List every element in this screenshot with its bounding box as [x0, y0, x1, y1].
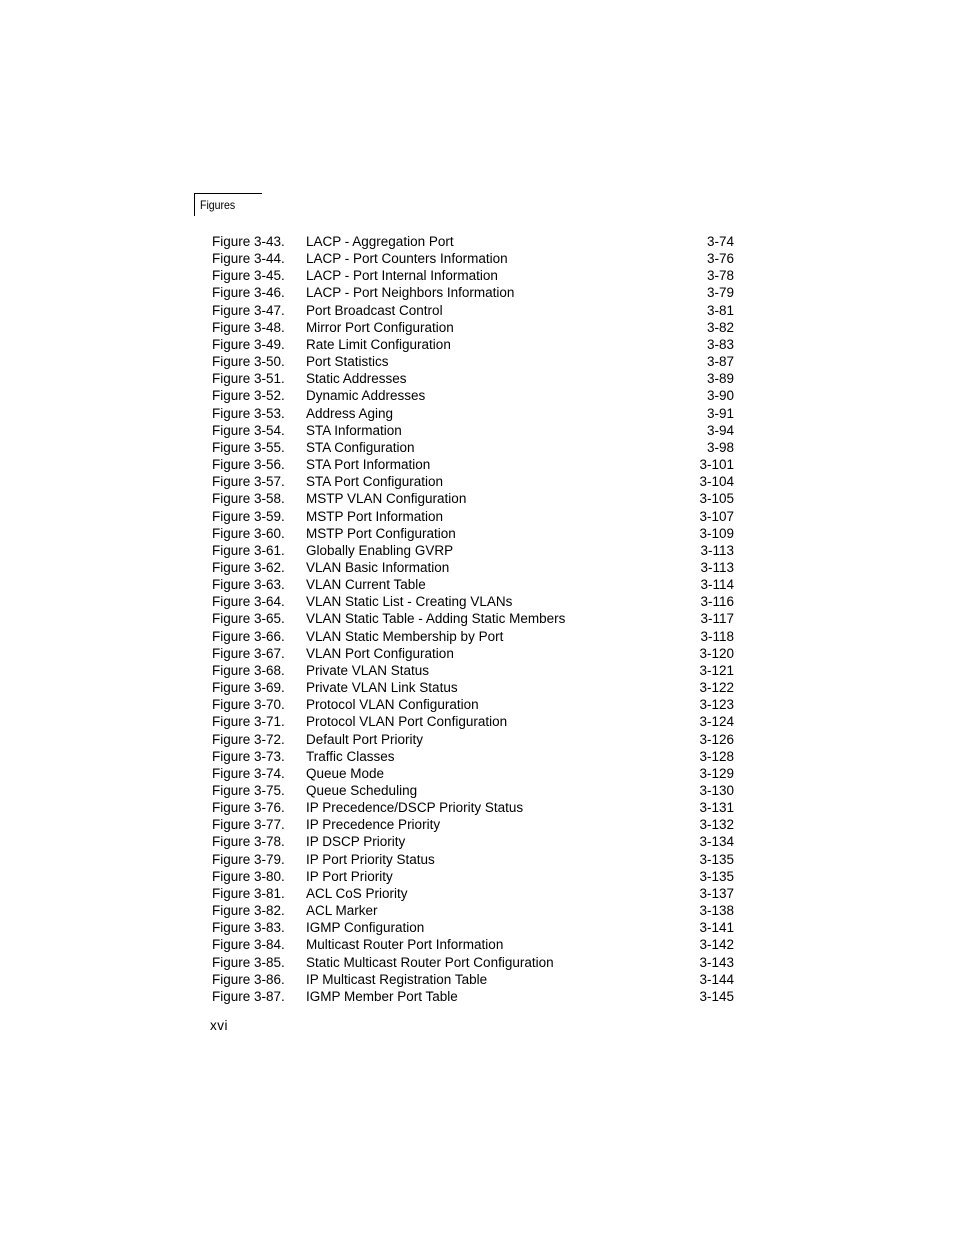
figure-list-row[interactable] [212, 645, 734, 662]
figure-list-row[interactable] [212, 610, 734, 627]
figure-list-row[interactable] [212, 336, 734, 353]
figure-number: Figure 3-84. [212, 937, 285, 953]
figure-list-row[interactable] [212, 628, 734, 645]
figure-list-row[interactable] [212, 387, 734, 404]
figure-number: Figure 3-53. [212, 405, 285, 421]
figure-number: Figure 3-58. [212, 491, 285, 507]
figure-title: Queue Scheduling [306, 783, 418, 798]
figure-title: VLAN Static List - Creating VLANs [306, 594, 513, 610]
figure-list-row[interactable] [212, 765, 734, 782]
figure-list-row[interactable] [212, 816, 734, 833]
figure-title: Private VLAN Status [306, 662, 430, 678]
figure-title: LACP - Port Neighbors Information [306, 285, 515, 301]
figure-number: Figure 3-45. [212, 268, 285, 284]
figure-number: Figure 3-82. [212, 903, 285, 919]
figure-list-row[interactable] [212, 868, 734, 885]
figure-page-ref: 3-81 [706, 302, 734, 318]
figure-title: Port Broadcast Control [306, 302, 443, 318]
figure-number: Figure 3-43. [212, 234, 285, 249]
figure-list-row[interactable] [212, 405, 734, 422]
figure-title: VLAN Static Table - Adding Static Members [306, 611, 566, 627]
figure-number: Figure 3-51. [212, 371, 285, 387]
figure-list-row[interactable] [212, 284, 734, 301]
figure-page-ref: 3-129 [699, 765, 734, 781]
figure-list-row[interactable] [212, 353, 734, 370]
figure-page-ref: 3-134 [699, 834, 734, 850]
figure-page-ref: 3-142 [699, 937, 734, 953]
figure-number: Figure 3-48. [212, 319, 285, 335]
figure-page-ref: 3-130 [699, 783, 734, 798]
figure-title: IP DSCP Priority [306, 834, 406, 850]
figure-page-ref: 3-131 [699, 800, 734, 816]
figure-number: Figure 3-59. [212, 508, 285, 524]
figure-list-row[interactable] [212, 799, 734, 816]
figure-number: Figure 3-69. [212, 680, 285, 696]
figure-title: IGMP Member Port Table [306, 988, 458, 1004]
figure-number: Figure 3-44. [212, 251, 285, 267]
figure-title: STA Port Configuration [306, 474, 444, 490]
figure-number: Figure 3-65. [212, 611, 285, 627]
figure-number: Figure 3-85. [212, 954, 285, 970]
figure-page-ref: 3-76 [706, 251, 734, 267]
figure-page-ref: 3-135 [699, 868, 734, 884]
figure-page-ref: 3-79 [706, 285, 734, 301]
figure-list-row[interactable] [212, 490, 734, 507]
figure-title: IGMP Configuration [306, 920, 425, 936]
figure-page-ref: 3-91 [706, 405, 734, 421]
figure-page-ref: 3-98 [706, 439, 734, 455]
figure-list-row[interactable] [212, 954, 734, 971]
figure-list-row[interactable] [212, 370, 734, 387]
figure-title: LACP - Aggregation Port [306, 234, 454, 249]
figure-title: MSTP Port Configuration [306, 525, 456, 541]
figure-page-ref: 3-94 [706, 422, 734, 438]
figure-title: IP Precedence Priority [306, 817, 441, 833]
figure-list [212, 233, 734, 1005]
figure-list-row[interactable] [212, 902, 734, 919]
figure-list-row[interactable] [212, 542, 734, 559]
figure-list-row[interactable] [212, 559, 734, 576]
figure-page-ref: 3-124 [699, 714, 734, 730]
figure-number: Figure 3-67. [212, 645, 285, 661]
figure-number: Figure 3-73. [212, 748, 285, 764]
figure-number: Figure 3-76. [212, 800, 285, 816]
figure-number: Figure 3-72. [212, 731, 285, 747]
figure-page-ref: 3-126 [699, 731, 734, 747]
figure-title: Rate Limit Configuration [306, 336, 451, 352]
figure-title: IP Port Priority [306, 868, 393, 884]
figure-title: IP Precedence/DSCP Priority Status [306, 800, 524, 816]
figure-list-row[interactable] [212, 233, 734, 250]
figure-list-row[interactable] [212, 713, 734, 730]
figure-title: VLAN Basic Information [306, 559, 450, 575]
figure-number: Figure 3-86. [212, 971, 285, 987]
figure-title: Mirror Port Configuration [306, 319, 454, 335]
figure-number: Figure 3-46. [212, 285, 285, 301]
figure-title: Queue Mode [306, 765, 385, 781]
figure-title: Port Statistics [306, 354, 389, 370]
figure-number: Figure 3-52. [212, 388, 285, 404]
figure-list-row[interactable] [212, 696, 734, 713]
figure-page-ref: 3-101 [699, 457, 734, 473]
figure-list-row[interactable] [212, 731, 734, 748]
figure-page-ref: 3-144 [699, 971, 734, 987]
figure-title: IP Port Priority Status [306, 851, 435, 867]
figure-list-row[interactable] [212, 525, 734, 542]
figure-title: MSTP VLAN Configuration [306, 491, 467, 507]
figure-page-ref: 3-113 [700, 559, 734, 575]
figure-title: VLAN Static Membership by Port [306, 628, 504, 644]
figure-page-ref: 3-83 [706, 336, 734, 352]
figure-page-ref: 3-117 [700, 611, 734, 627]
figure-number: Figure 3-54. [212, 422, 285, 438]
figure-page-ref: 3-141 [699, 920, 734, 936]
figure-list-row[interactable] [212, 508, 734, 525]
figure-list-row[interactable] [212, 319, 734, 336]
figure-list-row[interactable] [212, 456, 734, 473]
figure-number: Figure 3-66. [212, 628, 285, 644]
figure-number: Figure 3-77. [212, 817, 285, 833]
figure-title: Protocol VLAN Port Configuration [306, 714, 508, 730]
figure-list-row[interactable] [212, 302, 734, 319]
section-header-tab [194, 193, 262, 216]
figure-number: Figure 3-49. [212, 336, 285, 352]
figure-page-ref: 3-78 [706, 268, 734, 284]
figure-list-row[interactable] [212, 439, 734, 456]
figure-number: Figure 3-78. [212, 834, 285, 850]
figure-number: Figure 3-74. [212, 765, 285, 781]
figure-number: Figure 3-75. [212, 783, 285, 798]
figure-number: Figure 3-64. [212, 594, 285, 610]
figure-title: ACL CoS Priority [306, 885, 408, 901]
figure-list-row[interactable] [212, 936, 734, 953]
figure-page-ref: 3-107 [699, 508, 734, 524]
figure-number: Figure 3-63. [212, 577, 285, 593]
figure-list-row[interactable] [212, 988, 734, 1005]
figure-page-ref: 3-118 [700, 628, 734, 644]
figure-list-row[interactable] [212, 679, 734, 696]
figure-list-row[interactable] [212, 576, 734, 593]
figure-page-ref: 3-120 [699, 645, 734, 661]
figure-title: VLAN Port Configuration [306, 645, 454, 661]
figure-list-row[interactable] [212, 885, 734, 902]
figure-number: Figure 3-80. [212, 868, 285, 884]
figure-number: Figure 3-56. [212, 457, 285, 473]
figure-page-ref: 3-121 [699, 662, 734, 678]
figure-title: MSTP Port Information [306, 508, 444, 524]
figure-page-ref: 3-137 [699, 885, 734, 901]
figure-title: Static Addresses [306, 371, 407, 387]
page-number: xvi [210, 1018, 228, 1033]
figure-page-ref: 3-104 [699, 474, 734, 490]
figure-number: Figure 3-68. [212, 662, 285, 678]
figure-title: Private VLAN Link Status [306, 680, 458, 696]
figure-title: Dynamic Addresses [306, 388, 426, 404]
figure-title: Protocol VLAN Configuration [306, 697, 479, 713]
figure-list-row[interactable] [212, 919, 734, 936]
figure-title: Address Aging [306, 405, 394, 421]
figure-page-ref: 3-135 [699, 851, 734, 867]
figure-page-ref: 3-82 [706, 319, 734, 335]
figure-page-ref: 3-132 [699, 817, 734, 833]
figure-number: Figure 3-55. [212, 439, 285, 455]
figure-page-ref: 3-138 [699, 903, 734, 919]
figure-number: Figure 3-81. [212, 885, 285, 901]
figure-page-ref: 3-74 [706, 234, 734, 249]
figure-number: Figure 3-57. [212, 474, 285, 490]
figure-title: Traffic Classes [306, 748, 395, 764]
figure-title: STA Configuration [306, 439, 415, 455]
figure-page-ref: 3-109 [699, 525, 734, 541]
figure-page-ref: 3-123 [699, 697, 734, 713]
figure-title: VLAN Current Table [306, 577, 426, 593]
figure-page-ref: 3-114 [700, 577, 734, 593]
figure-number: Figure 3-70. [212, 697, 285, 713]
figure-list-row[interactable] [212, 250, 734, 267]
figure-title: STA Port Information [306, 457, 431, 473]
figure-title: Default Port Priority [306, 731, 424, 747]
figure-list-row[interactable] [212, 473, 734, 490]
figure-number: Figure 3-87. [212, 988, 285, 1004]
figure-number: Figure 3-61. [212, 542, 285, 558]
figure-number: Figure 3-47. [212, 302, 285, 318]
section-header-label: Figures [200, 198, 236, 212]
figure-list-row[interactable] [212, 748, 734, 765]
figure-page-ref: 3-105 [699, 491, 734, 507]
figure-number: Figure 3-79. [212, 851, 285, 867]
figure-page-ref: 3-122 [699, 680, 734, 696]
figure-title: IP Multicast Registration Table [306, 971, 488, 987]
figure-page-ref: 3-128 [699, 748, 734, 764]
figure-number: Figure 3-83. [212, 920, 285, 936]
figure-number: Figure 3-60. [212, 525, 285, 541]
figure-title: Globally Enabling GVRP [306, 542, 454, 558]
figure-page-ref: 3-143 [699, 954, 734, 970]
figure-page-ref: 3-145 [699, 988, 734, 1004]
figure-page-ref: 3-113 [700, 542, 734, 558]
figure-page-ref: 3-89 [706, 371, 734, 387]
figure-page-ref: 3-90 [706, 388, 734, 404]
figure-page-ref: 3-87 [706, 354, 734, 370]
figure-list-row[interactable] [212, 593, 734, 610]
figure-list-row[interactable] [212, 851, 734, 868]
figure-page-ref: 3-116 [700, 594, 734, 610]
figure-title: STA Information [306, 422, 402, 438]
figure-title: LACP - Port Counters Information [306, 251, 508, 267]
figure-list-row[interactable] [212, 782, 734, 799]
figure-number: Figure 3-50. [212, 354, 285, 370]
figure-list-row[interactable] [212, 833, 734, 850]
figure-title: LACP - Port Internal Information [306, 268, 498, 284]
figure-list-row[interactable] [212, 971, 734, 988]
figure-number: Figure 3-62. [212, 559, 285, 575]
figure-list-row[interactable] [212, 267, 734, 284]
figure-title: Static Multicast Router Port Configuration [306, 954, 554, 970]
figure-list-row[interactable] [212, 422, 734, 439]
figure-title: Multicast Router Port Information [306, 937, 504, 953]
figure-number: Figure 3-71. [212, 714, 285, 730]
figure-list-row[interactable] [212, 662, 734, 679]
figure-title: ACL Marker [306, 903, 378, 919]
